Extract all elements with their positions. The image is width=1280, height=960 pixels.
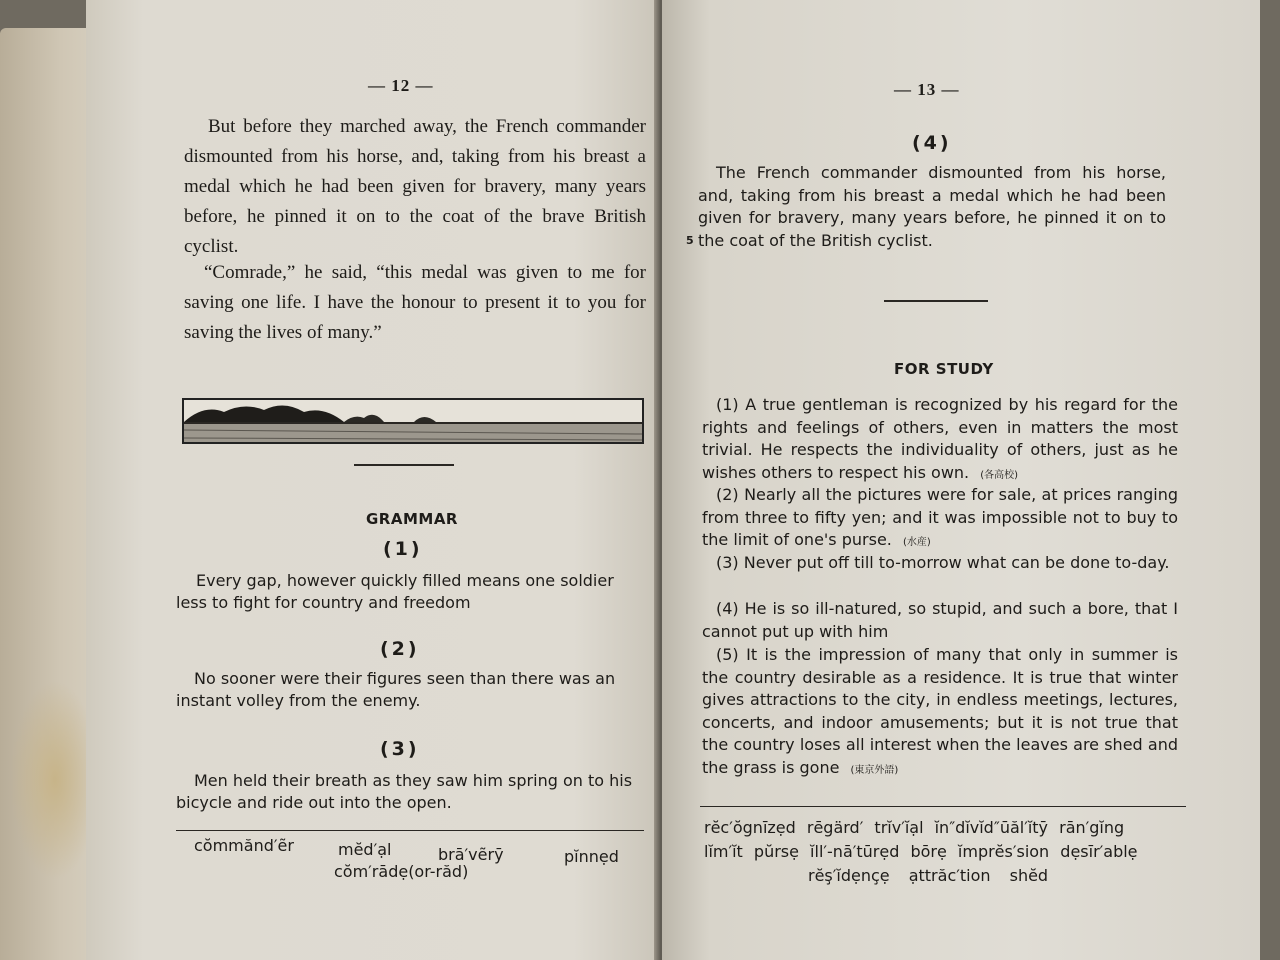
vocab-pinned: pĭnnẹd: [564, 847, 619, 866]
study-number-3: (3): [716, 553, 739, 572]
grammar-sentence-2: No sooner were their figures seen than there was an instant volley from the enemy.: [176, 669, 616, 710]
grammar-heading: GRAMMAR: [366, 510, 458, 528]
study-vocab-line-2: lĭm′ĭt pŭrsẹ ĭll′-nā′tūrẹd bōrẹ ĭmprĕs′sion dẹsīr′ablẹ: [704, 842, 1138, 861]
page-number-right: — 13 —: [894, 80, 960, 99]
narrative-paragraph-2: “Comrade,” he said, “this medal was given to me for saving one life. I have the honour to present it to you for saving the lives of many.”: [184, 262, 646, 343]
vocab-medal: mĕd′ạl: [338, 840, 392, 859]
study-divider: [884, 300, 988, 302]
study-text-2: Nearly all the pictures were for sale, at prices ranging from three to fifty yen; and it was impossible not to buy to the limit of one's purse.: [702, 485, 1178, 549]
for-study-heading: FOR STUDY: [894, 360, 994, 378]
study-item-3: [702, 552, 1178, 575]
grammar-sentence-3: Men held their breath as they saw him spring on to his bicycle and ride out into the open.: [176, 771, 633, 812]
left-page: [86, 0, 660, 960]
section-number-4: (4): [912, 132, 952, 154]
study-item-5: [702, 644, 1178, 782]
grammar-sentence-1: Every gap, however quickly filled means one soldier less to fight for country and freedom: [176, 571, 614, 612]
grammar-number-1: (1): [383, 538, 423, 560]
study-number-1: (1): [716, 395, 739, 414]
vocab-bravery: brā′vẽrȳ: [438, 845, 504, 864]
study-text-4: He is so ill-natured, so stupid, and such a bore, that I cannot put up with him: [702, 599, 1178, 641]
section-4-text: The French commander dismounted from his horse, and, taking from his breast a medal which he had been given for bravery, many years before, he pinned it on to the coat of the British cyclist.: [698, 163, 1166, 250]
page-number-left: — 12 —: [368, 76, 434, 95]
study-note-2: (水産): [902, 537, 931, 548]
grammar-number-3: (3): [380, 738, 420, 760]
study-vocab-line-1: rĕc′ŏgnīzẹd rēgärd′ trĭv′ĭạl ĭn″dĭvĭd″ūăl′ĭtȳ rān′gĭng: [704, 818, 1125, 837]
study-number-2: (2): [716, 485, 739, 504]
right-page: [662, 0, 1260, 960]
landscape-illustration: [182, 398, 644, 444]
vocab-commander: cŏmmănd′ẽr: [194, 836, 294, 855]
study-vocabulary-rule: [700, 806, 1186, 807]
study-text-1: A true gentleman is recognized by his regard for the rights and feelings of others, even in matters the most trivial. He respects the individuality of others, just as he wishes others to respect his own.: [702, 395, 1178, 482]
line-marker: 5: [686, 234, 694, 247]
study-text-5: It is the impression of many that only in summer is the country desirable as a residence. It is true that winter gives attractions to the city, in endless meetings, lectures, concerts, and indoor amusements; but it is not true that the country loses all interest when the leaves are shed and the grass is gone: [702, 645, 1178, 777]
study-item-4: [702, 598, 1178, 643]
study-number-5: (5): [716, 645, 739, 664]
section-divider: [354, 464, 454, 466]
grammar-number-2: (2): [380, 638, 420, 660]
narrative-paragraph-1: But before they marched away, the French commander dismounted from his horse, and, taking from his breast a medal which he had been given for bravery, many years before, he pinned it on to the coat of the brave British cyclist.: [184, 116, 646, 257]
study-number-4: (4): [716, 599, 739, 618]
study-item-2: [702, 484, 1178, 555]
study-item-1: [702, 394, 1178, 487]
study-text-3: Never put off till to-morrow what can be done to-day.: [743, 553, 1170, 572]
vocabulary-rule: [176, 830, 644, 831]
study-note-1: (各高校): [980, 469, 1019, 481]
study-vocab-line-3: rĕş′ĭdẹnçẹ ạttrăc′tion shĕd: [808, 866, 1049, 885]
study-note-5: (東京外語): [850, 764, 899, 776]
vocab-comrade: cŏm′rādẹ(or-răd): [334, 862, 469, 881]
